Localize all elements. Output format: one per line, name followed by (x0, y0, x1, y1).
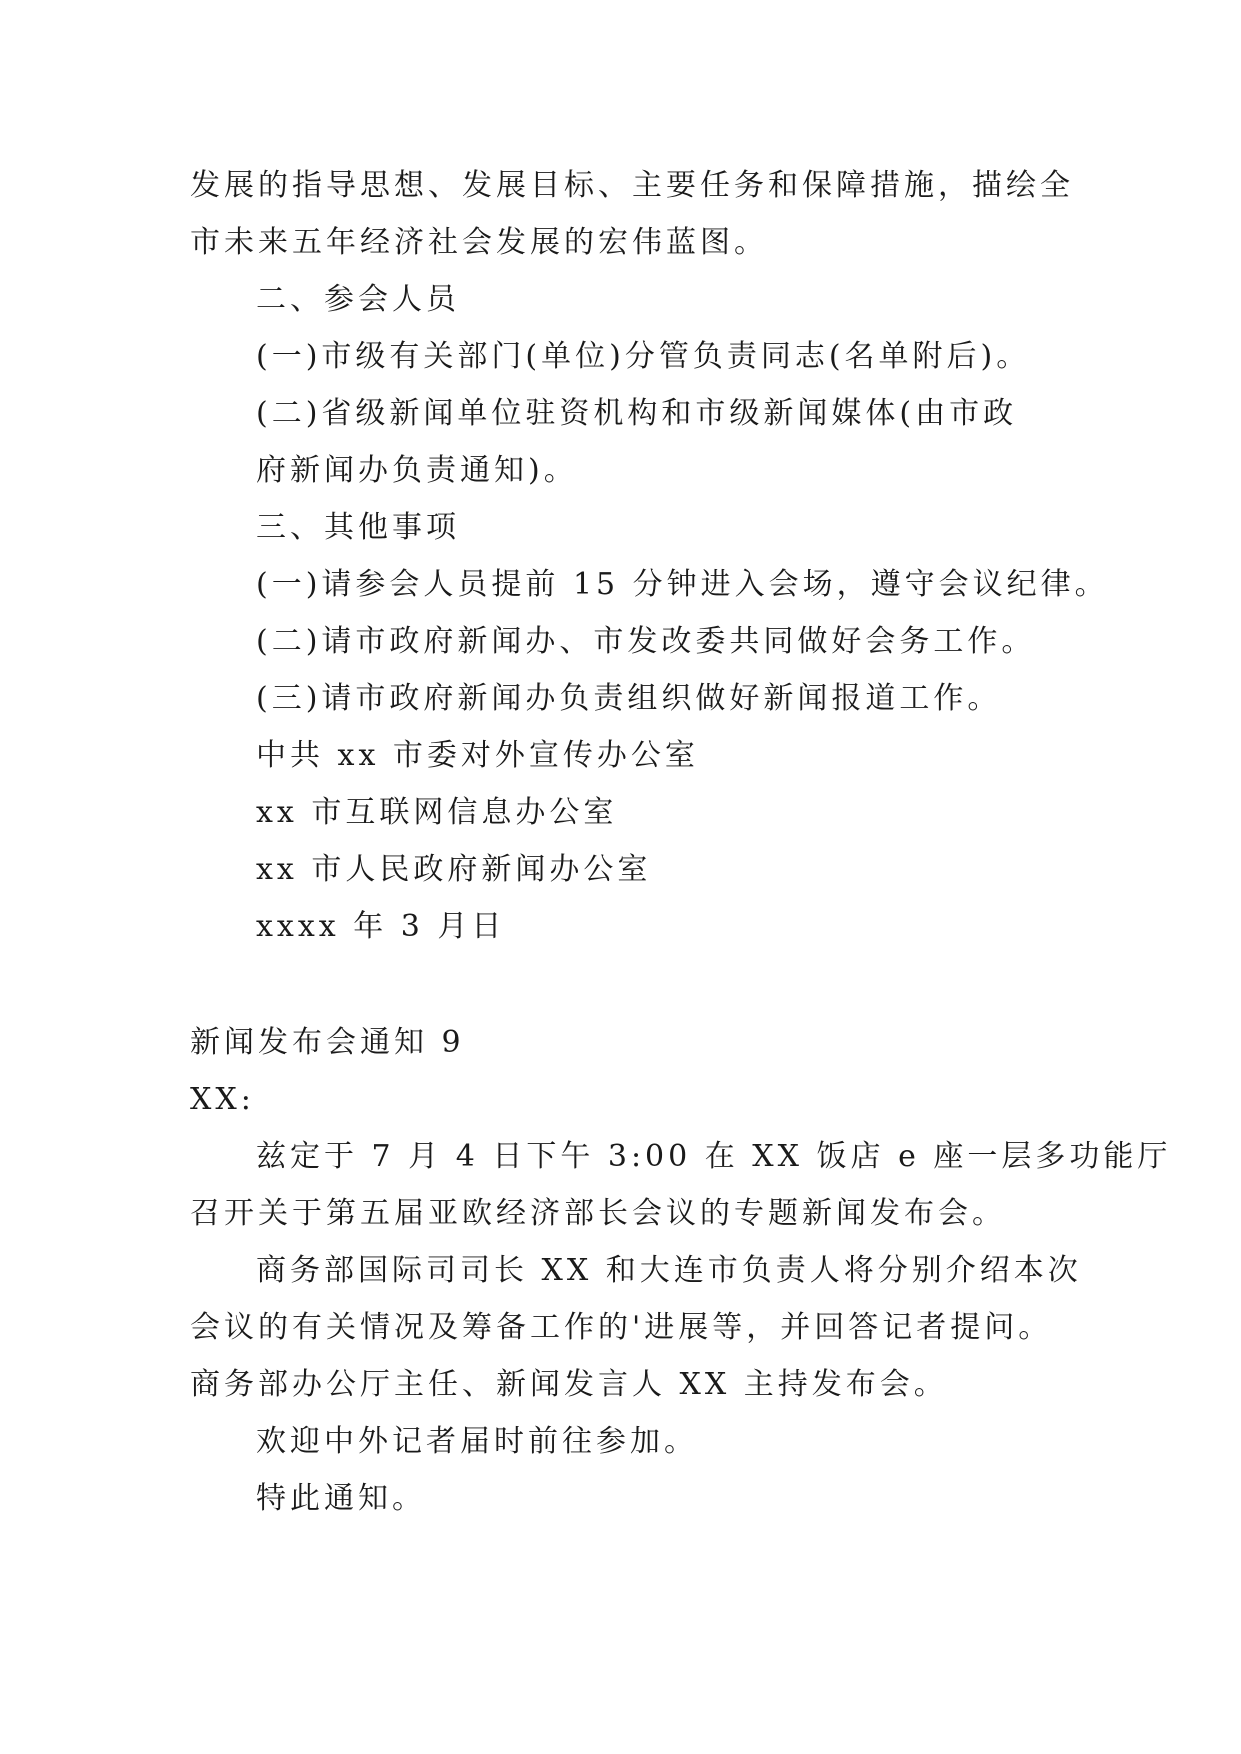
salutation: XX: (190, 1082, 255, 1117)
list-item: (三)请市政府新闻办负责组织做好新闻报道工作。 (256, 681, 1002, 716)
list-item: (二)省级新闻单位驻资机构和市级新闻媒体(由市政 (256, 396, 1018, 431)
signature-line: 中共 xx 市委对外宣传办公室 (256, 738, 699, 773)
signature-line: xx 市人民政府新闻办公室 (256, 852, 652, 887)
paragraph-line: 欢迎中外记者届时前往参加。 (256, 1424, 698, 1459)
date-line: xxxx 年 3 月日 (256, 909, 506, 944)
paragraph-line: 会议的有关情况及筹备工作的'进展等，并回答记者提问。 (190, 1310, 1053, 1345)
section-heading: 二、参会人员 (256, 282, 460, 317)
section-heading: 三、其他事项 (256, 510, 460, 545)
paragraph-line: 兹定于 7 月 4 日下午 3:00 在 XX 饭店 e 座一层多功能厅 (256, 1139, 1172, 1174)
paragraph-line: 发展的指导思想、发展目标、主要任务和保障措施，描绘全 (190, 168, 1074, 203)
closing-line: 特此通知。 (256, 1481, 426, 1516)
list-item-continuation: 府新闻办负责通知)。 (256, 453, 578, 488)
paragraph-line: 商务部办公厅主任、新闻发言人 XX 主持发布会。 (190, 1367, 948, 1402)
notice-title: 新闻发布会通知 9 (190, 1025, 465, 1060)
signature-line: xx 市互联网信息办公室 (256, 795, 618, 830)
paragraph-line: 市未来五年经济社会发展的宏伟蓝图。 (190, 225, 768, 260)
list-item: (一)市级有关部门(单位)分管负责同志(名单附后)。 (256, 339, 1031, 374)
paragraph-line: 商务部国际司司长 XX 和大连市负责人将分别介绍本次 (256, 1253, 1082, 1288)
list-item: (二)请市政府新闻办、市发改委共同做好会务工作。 (256, 624, 1036, 659)
paragraph-line: 召开关于第五届亚欧经济部长会议的专题新闻发布会。 (190, 1196, 1006, 1231)
list-item: (一)请参会人员提前 15 分钟进入会场，遵守会议纪律。 (256, 567, 1109, 602)
